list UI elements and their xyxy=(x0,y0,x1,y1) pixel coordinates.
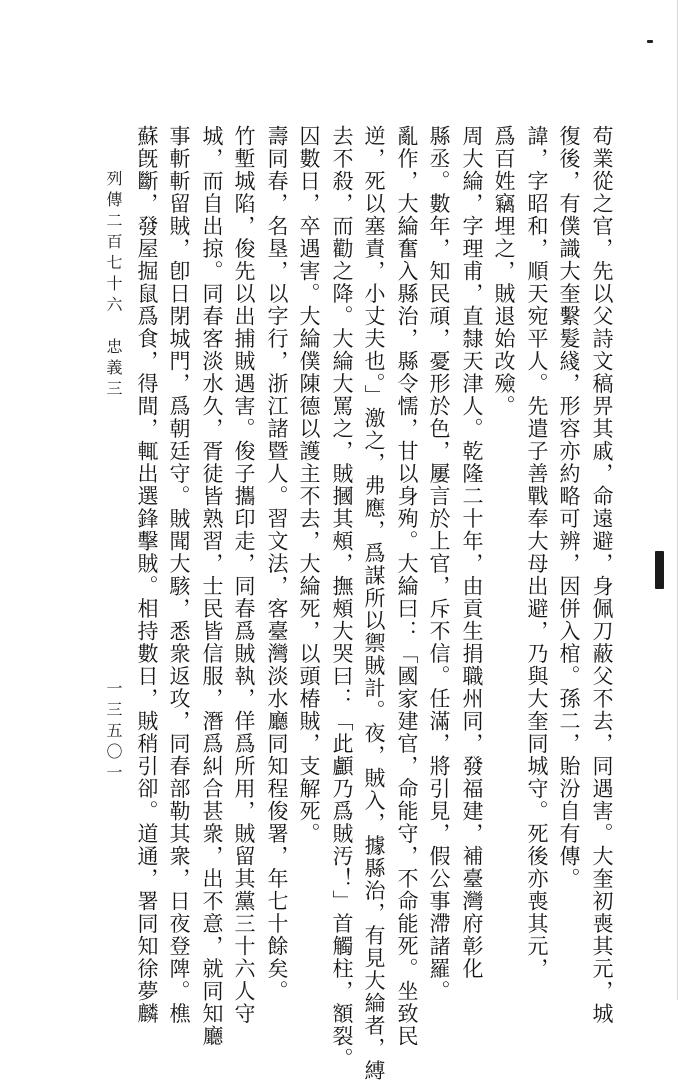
page-edge-line xyxy=(677,0,678,1000)
text-column: 囚數日，卒遇害。大綸僕陳德以護主不去，大綸死，以頭椿賊，支解死。 xyxy=(297,125,321,845)
text-column: 竹塹城陷，俊先以出捕賊遇害。俊子攜印走，同春爲賊執，佯爲所用，賊留其黨三十六人守 xyxy=(232,125,256,1025)
text-column: 亂作，大綸奮入縣治，縣令懦，甘以身殉。大綸曰：「國家建官，命能守，不命能死。坐致民 xyxy=(395,125,419,1048)
text-column: 諱，字昭和，順天宛平人。先遣子善戰奉大母出避，乃與大奎同城守。死後亦喪其元， xyxy=(525,125,549,980)
text-column: 蘇旣斷，發屋掘鼠爲食，得間，輒出選鋒擊賊。相持數日，賊稍引卻。道通，署同知徐夢麟 xyxy=(135,125,159,1025)
page-thumb-tab xyxy=(655,551,664,589)
page-number: 一三五〇一 xyxy=(104,680,123,785)
text-column: 復後，有僕識大奎繫髮綫，形容亦約略可辨，因併入棺。孫二，貽汾自有傳。 xyxy=(557,125,581,890)
text-column: 苟業從之官，先以父詩文稿畀其戚，命遠避，身佩刀蔽父不去，同遇害。大奎初喪其元，城 xyxy=(590,125,614,1025)
text-column: 去不殺，而勸之降。大綸大罵之，賊摑其頰，撫頰大哭曰：「此顱乃爲賊汚！」首觸柱，額裂。 xyxy=(330,125,354,1070)
text-column: 縣丞。數年，知民頑，憂形於色，屢言於上官，斥不信。任滿，將引見，假公事滯諸羅。 xyxy=(427,125,451,1003)
text-column: 爲百姓竊埋之，賊退始改殮。 xyxy=(492,125,516,418)
text-column: 城，而自出掠。同春客淡水久，胥徒皆熟習，士民皆信服，潛爲糾合甚衆，出不意，就同知廳 xyxy=(200,125,224,1048)
text-column: 事斬斬留賊，卽日閉城門，爲朝廷守。賊聞大駭，悉衆返攻，同春部勒其衆，日夜登陴。樵 xyxy=(167,125,191,1025)
ink-speck xyxy=(647,40,653,43)
text-column: 周大綸，字理甫，直隸天津人。乾隆二十年，由貢生捐職州同，發福建，補臺灣府彰化 xyxy=(460,125,484,980)
text-column: 逆，死以塞責，小丈夫也。」激之，弗應，爲謀所以禦賊計。夜，賊入，據縣治，有見大綸者，縛 xyxy=(362,125,386,1082)
running-header: 列傳二百七十六 忠義三 xyxy=(104,170,123,401)
text-column: 壽同春，名垦，以字行，浙江諸暨人。習文法，客臺灣淡水廳同知程俊署，年七十餘矣。 xyxy=(265,125,289,1003)
